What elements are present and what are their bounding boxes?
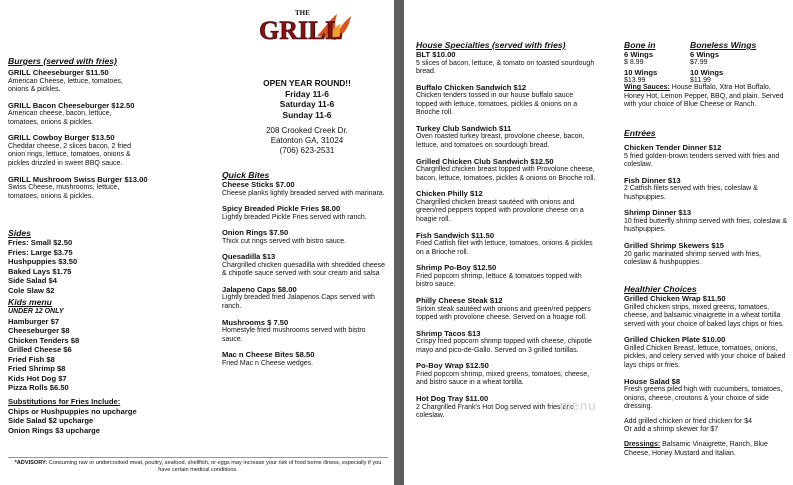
- healthier-item-name: Grilled Chicken Plate $10.00: [624, 335, 726, 345]
- substitution-item: Chips or Hushpuppies no upcharge: [8, 406, 137, 416]
- house-item-desc: 2 Chargrilled Frank's Hot Dog served with fries and coleslaw.: [416, 403, 575, 420]
- food-advisory: [8, 457, 388, 474]
- kids-item: Cheeseburger $8: [8, 326, 70, 335]
- burger-item-name: GRILL Mushroom Swiss Burger $13.00: [8, 174, 148, 184]
- kids-subheading: UNDER 12 ONLY: [8, 308, 64, 315]
- dressings-block: [624, 441, 788, 458]
- entree-desc: 2 Catfish filets served with fries, coleslaw & hushpuppies.: [624, 185, 758, 201]
- house-item-name: Grilled Chicken Club Sandwich $12.50: [416, 156, 554, 166]
- house-item-name: Chicken Philly $12: [416, 189, 483, 199]
- address-street: 208 Crooked Creek Dr.: [266, 126, 348, 135]
- advisory-text: Consuming raw or undercooked meat, poultry, seafood, shellfish, or eggs may increase your risk of food borne illness, especially if you have certain medical conditions.: [48, 460, 382, 473]
- healthier-item-name: House Salad $8: [624, 376, 681, 386]
- kids-item: Fried Shrimp $8: [8, 364, 66, 373]
- menu-left-page: [0, 0, 394, 485]
- entree-name: Grilled Shrimp Skewers $15: [624, 241, 725, 251]
- house-item-desc: Fried popcorn shrimp, mixed greens, tomatoes, cheese, and bistro sauce in a wheat tortilla.: [416, 370, 590, 387]
- wing-price: $13.99: [624, 76, 646, 84]
- side-item: Side Salad $4: [8, 276, 57, 285]
- boneless-heading: Boneless Wings: [690, 40, 757, 50]
- wing-sauces-text: House Buffalo, Xtra Hot Buffalo, Honey Hot, Lemon Pepper, BBQ, and plain. Served with your choice of Blue Cheese or Ranch.: [624, 84, 784, 109]
- bone-in-wings: [624, 40, 684, 85]
- house-item-desc: 5 slices of bacon, lettuce, & tomato on toasted sourdough bread.: [416, 59, 595, 76]
- burger-item-desc: American Cheese, lettuce, tomatoes, onions & pickles.: [8, 77, 123, 94]
- entrees-section: [624, 128, 788, 268]
- sides-section: [8, 228, 138, 295]
- address-block: [232, 126, 382, 156]
- kids-heading: Kids menu: [8, 297, 52, 307]
- quick-bite-desc: Fried Mac n Cheese wedges.: [222, 359, 314, 367]
- house-item-desc: Chargrilled chicken breast topped with Provolone cheese, bacon, lettuce, tomatoes, pickles & onions on Brioche roll.: [416, 166, 596, 182]
- dressings-text: Balsamic Vinaigrette, Ranch, Blue Cheese, Honey Mustard and Italian.: [624, 441, 768, 457]
- house-item-desc: Fried Catfish filet with lettuce, tomatoes, onions & pickles on a Brioche roll.: [416, 240, 593, 256]
- quick-bite-desc: Cheese planks lightly breaded served with marinara.: [222, 189, 385, 197]
- substitutions-section: [8, 397, 158, 435]
- wing-price: $ 8.99: [624, 59, 644, 66]
- dressings-label: Dressings:: [624, 441, 661, 449]
- hours-block: [232, 78, 382, 120]
- wing-sauces: [624, 84, 788, 110]
- healthier-item-desc: Grilled chicken strips, mixed greens, tomatoes, cheese, and balsamic vinaigrette in a wheat tortilla served with your choice of baked lays chips or fries.: [624, 303, 784, 328]
- burger-item-name: GRILL Bacon Cheeseburger $12.50: [8, 100, 135, 110]
- kids-item: Chicken Tenders $8: [8, 335, 80, 345]
- quick-bite-desc: Chargrilled chicken quesadilla with shredded cheese & chipotle sauce served with sour cream and salsa: [222, 261, 386, 278]
- kids-item: Pizza Rolls $6.50: [8, 383, 69, 392]
- house-heading: House Specialties (served with fries): [416, 40, 566, 50]
- substitutions-heading: Substitutions for Fries Include:: [8, 397, 121, 406]
- menu-right-page: [404, 0, 793, 485]
- burger-item-desc: Swiss Cheese, mushrooms, lettuce, tomatoes, onions & pickles.: [8, 184, 120, 200]
- house-item-name: Hot Dog Tray $11.00: [416, 394, 489, 404]
- substitution-item: Side Salad $2 upcharge: [8, 416, 94, 425]
- wing-row: 10 Wings: [624, 67, 658, 77]
- wing-row: 10 Wings: [690, 67, 724, 77]
- burger-item-desc: American cheese, bacon, lettuce, tomatoes, onions & pickles.: [8, 110, 112, 126]
- quick-bite-name: Quesadilla $13: [222, 252, 276, 262]
- kids-item: Hamburger $7: [8, 316, 60, 326]
- kids-item: Fried Fish $8: [8, 354, 55, 364]
- healthier-item-desc: Grilled Chicken Breast, lettuce, tomatoes, onions, pickles, and celery served with your choice of baked lays chips or fries.: [624, 344, 786, 369]
- quick-bite-desc: Lightly breaded fried Jalapenos Caps served with ranch.: [222, 294, 375, 311]
- house-item-name: Turkey Club Sandwich $11: [416, 123, 512, 133]
- house-item-name: Po-Boy Wrap $12.50: [416, 361, 489, 371]
- burgers-heading: Burgers (served with fries): [8, 56, 117, 66]
- hours-headline: OPEN YEAR ROUND!!: [263, 78, 351, 88]
- house-item-desc: Oven roasted turkey breast, provolone cheese, bacon, lettuce, and tomatoes on sourdough bread.: [416, 133, 585, 150]
- house-item-desc: Sirloin steak sautéed with onions and green/red peppers topped with provolone cheese. Served on a hoagie roll.: [416, 305, 591, 322]
- side-item: Baked Lays $1.75: [8, 266, 72, 276]
- logo-name: GRILL: [259, 16, 343, 45]
- quick-bite-desc: Homestyle fried mushrooms served with bistro sauce.: [222, 327, 366, 343]
- wing-row: 6 Wings: [624, 50, 654, 59]
- burger-item-name: GRILL Cheeseburger $11.50: [8, 68, 109, 77]
- wing-price: $11.99: [690, 76, 711, 84]
- healthier-item-desc: Fresh greens piled high with cucumbers, tomatoes, onions, cheese, croutons & your choice of side dressing.: [624, 386, 783, 411]
- sides-heading: Sides: [8, 228, 31, 238]
- healthier-addon: Add grilled chicken or fried chicken for $4: [624, 417, 753, 425]
- menu-watermark: menu: [560, 398, 597, 413]
- quick-bites-section: [222, 170, 386, 368]
- healthier-heading: Healthier Choices: [624, 284, 697, 294]
- quick-bite-name: Mac n Cheese Bites $8.50: [222, 350, 315, 360]
- house-specialties-section: [416, 40, 596, 421]
- entree-desc: 5 fried golden-brown tenders served with fries and coleslaw.: [624, 152, 780, 169]
- quick-bite-name: Spicy Breaded Pickle Fries $8.00: [222, 204, 341, 214]
- entrees-heading: Entrées: [624, 128, 656, 138]
- hours-line: Friday 11-6: [285, 88, 329, 99]
- side-item: Hushpuppies $3.50: [8, 257, 78, 266]
- side-item: Fries: Large $3.75: [8, 247, 73, 257]
- burger-item-desc: Cheddar cheese, 2 slices bacon, 2 fried onion rings, lettuce, tomatoes, onions & pickles drizzled in sweet BBQ sauce.: [8, 142, 131, 168]
- house-item-name: Buffalo Chicken Sandwich $12: [416, 82, 527, 92]
- quick-bite-desc: Lightly breaded Pickle Fries served with ranch.: [222, 213, 367, 221]
- address-city: Eatonton GA, 31024: [270, 136, 344, 145]
- house-item-name: Fish Sandwich $11.50: [416, 230, 495, 240]
- house-item-name: Shrimp Tacos $13: [416, 328, 481, 338]
- logo-the: THE: [295, 9, 310, 17]
- quick-bite-name: Onion Rings $7.50: [222, 228, 289, 238]
- hours-line: Sunday 11-6: [282, 109, 332, 120]
- quick-bite-name: Jalapeno Caps $8.00: [222, 284, 297, 294]
- kids-item: Kids Hot Dog $7: [8, 373, 67, 383]
- house-item-name: BLT $10.00: [416, 50, 456, 59]
- kids-item: Grilled Cheese $6: [8, 345, 72, 354]
- healthier-section: [624, 284, 788, 458]
- grill-logo: [255, 6, 355, 46]
- substitution-item: Onion Rings $3 upcharge: [8, 425, 100, 435]
- address-phone: (706) 623-2531: [279, 146, 335, 155]
- house-item-name: Philly Cheese Steak $12: [416, 296, 503, 305]
- bone-in-heading: Bone in: [624, 40, 656, 50]
- healthier-item-name: Grilled Chicken Wrap $11.50: [624, 294, 726, 303]
- quick-bite-name: Mushrooms $ 7.50: [222, 317, 289, 327]
- house-item-desc: Crispy fried popcorn shrimp topped with cheese, chipotle mayo and pico-de-Gallo. Served on 3 grilled tortillas.: [416, 338, 592, 354]
- wing-row: 6 Wings: [690, 50, 720, 59]
- hours-line: Saturday 11-6: [279, 99, 335, 109]
- side-item: Fries: Small $2.50: [8, 238, 73, 247]
- side-item: Cole Slaw $2: [8, 285, 55, 295]
- advisory-label: *ADVISORY:: [14, 460, 48, 466]
- boneless-wings: [690, 40, 790, 85]
- entree-name: Shrimp Dinner $13: [624, 208, 692, 218]
- house-item-desc: Chicken tenders tossed in our house buffalo sauce topped with lettuce, tomatoes, pickles & onions on a Brioche roll.: [416, 92, 578, 117]
- entree-name: Fish Dinner $13: [624, 175, 681, 185]
- wing-sauces-label: Wing Sauces:: [624, 84, 670, 91]
- burger-item-name: GRILL Cowboy Burger $13.50: [8, 133, 115, 143]
- entree-desc: 10 fried butterfly shrimp served with fries, coleslaw & hushpuppies.: [624, 217, 788, 234]
- house-item-desc: Chargrilled chicken breast sautéed with onions and green/red peppers topped with provolone cheese on a hoagie roll.: [416, 198, 584, 224]
- wing-price: $7.99: [690, 59, 708, 66]
- kids-section: [8, 297, 138, 393]
- healthier-addon: Or add a shrimp skewer for $7: [624, 426, 719, 434]
- entree-desc: 20 garlic marinated shrimp served with fries, coleslaw & hushpuppies.: [624, 250, 761, 267]
- entree-name: Chicken Tender Dinner $12: [624, 143, 722, 152]
- house-item-name: Shrimp Po-Boy $12.50: [416, 263, 497, 273]
- burgers-section: [8, 56, 148, 201]
- quick-bite-name: Cheese Sticks $7.00: [222, 180, 295, 189]
- quick-bite-desc: Thick cut rings served with bistro sauce.: [222, 237, 347, 245]
- quick-bites-heading: Quick Bites: [222, 170, 270, 180]
- house-item-desc: Fried popcorn shrimp, lettuce & tomatoes topped with bistro sauce.: [416, 272, 582, 289]
